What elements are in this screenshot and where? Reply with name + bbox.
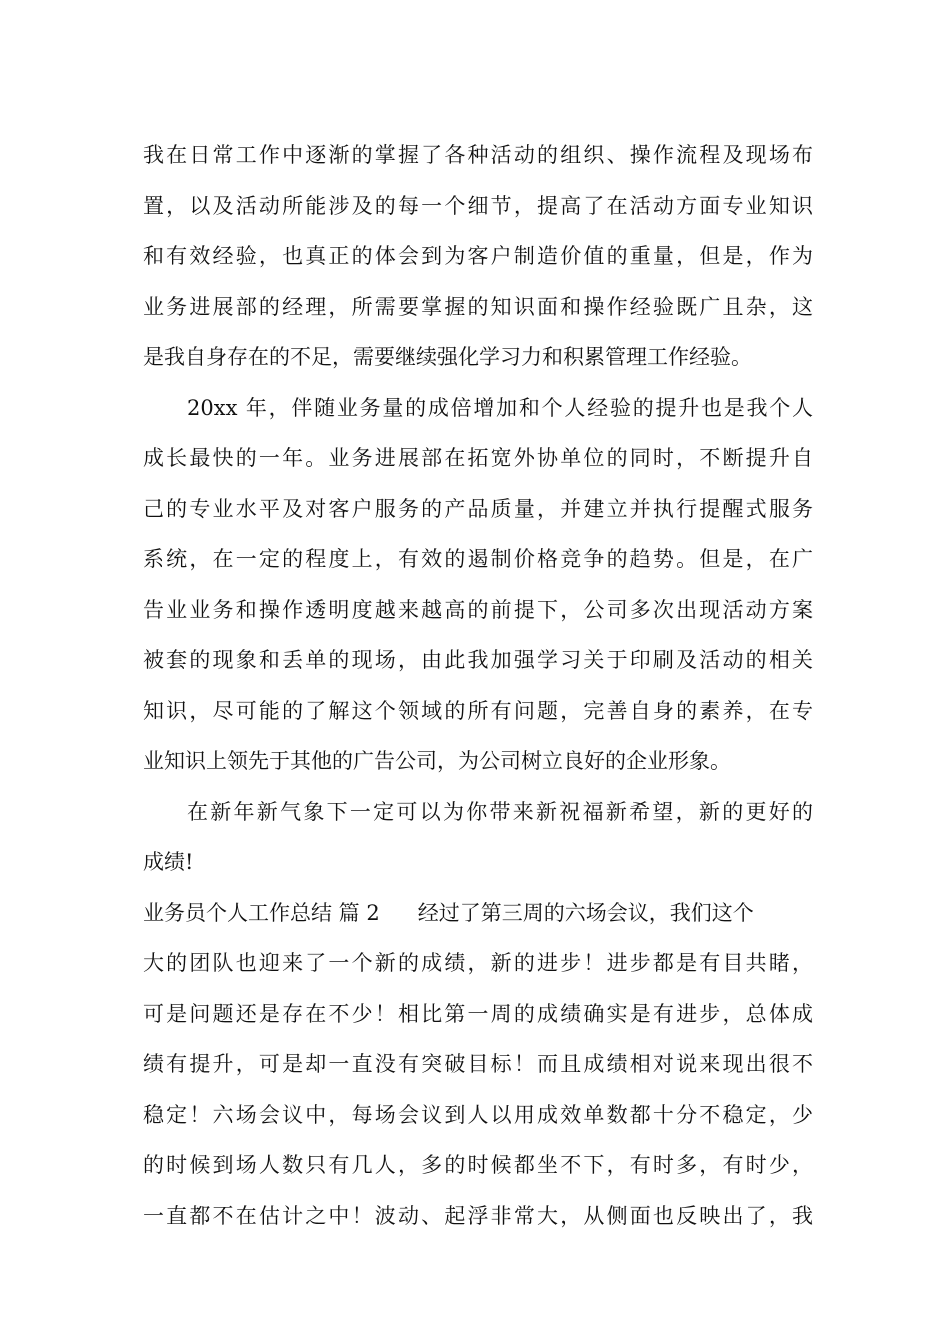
text-line: 一直都不在估计之中！波动、起浮非常大，从侧面也反映出了，我 (143, 1203, 813, 1228)
text-line: 在新年新气象下一定可以为你带来新祝福新希望，新的更好的 (187, 799, 813, 824)
text-line: 是我自身存在的不足，需要继续强化学习力和积累管理工作经验。 (143, 345, 752, 369)
text-line: 20xx 年，伴随业务量的成倍增加和个人经验的提升也是我个人 (187, 395, 813, 420)
text-line: 大的团队也迎来了一个新的成绩，新的进步！进步都是有目共睹， (143, 951, 813, 975)
text-line: 我在日常工作中逐渐的掌握了各种活动的组织、操作流程及现场布 (143, 143, 813, 167)
text-line: 绩有提升，可是却一直没有突破目标！而且成绩相对说来现出很不 (143, 1052, 813, 1076)
text-line: 告业业务和操作透明度越来越高的前提下，公司多次出现活动方案 (143, 597, 813, 622)
section-heading-line (143, 888, 813, 939)
text-line: 和有效经验，也真正的体会到为客户制造价值的重量，但是，作为 (143, 244, 813, 268)
text-line: 业知识上领先于其他的广告公司，为公司树立良好的企业形象。 (143, 749, 731, 773)
text-line: 知识，尽可能的了解这个领域的所有问题，完善自身的素养，在专 (143, 698, 813, 723)
text-line: 成绩! (143, 850, 194, 874)
text-line: 的时候到场人数只有几人，多的时候都坐不下，有时多，有时少， (143, 1153, 813, 1177)
text-line: 己的专业水平及对客户服务的产品质量，并建立并执行提醒式服务 (143, 496, 813, 521)
text-line: 置，以及活动所能涉及的每一个细节，提高了在活动方面专业知识 (143, 193, 813, 218)
text-line: 成长最快的一年。业务进展部在拓宽外协单位的同时，不断提升自 (143, 446, 813, 470)
text-line: 业务进展部的经理，所需要掌握的知识面和操作经验既广且杂，这 (143, 294, 813, 319)
text-line: 稳定！六场会议中，每场会议到人以用成效单数都十分不稳定，少 (143, 1102, 813, 1127)
section-title: 业务员个人工作总结 篇 2 (143, 900, 380, 925)
text-line: 可是问题还是存在不少！相比第一周的成绩确实是有进步，总体成 (143, 1001, 813, 1026)
document-body (143, 130, 813, 1241)
text-line: 经过了第三周的六场会议，我们这个 (417, 900, 754, 925)
text-line: 系统，在一定的程度上，有效的遏制价格竞争的趋势。但是，在广 (143, 547, 813, 571)
text-line: 被套的现象和丢单的现场，由此我加强学习关于印刷及活动的相关 (143, 648, 813, 672)
